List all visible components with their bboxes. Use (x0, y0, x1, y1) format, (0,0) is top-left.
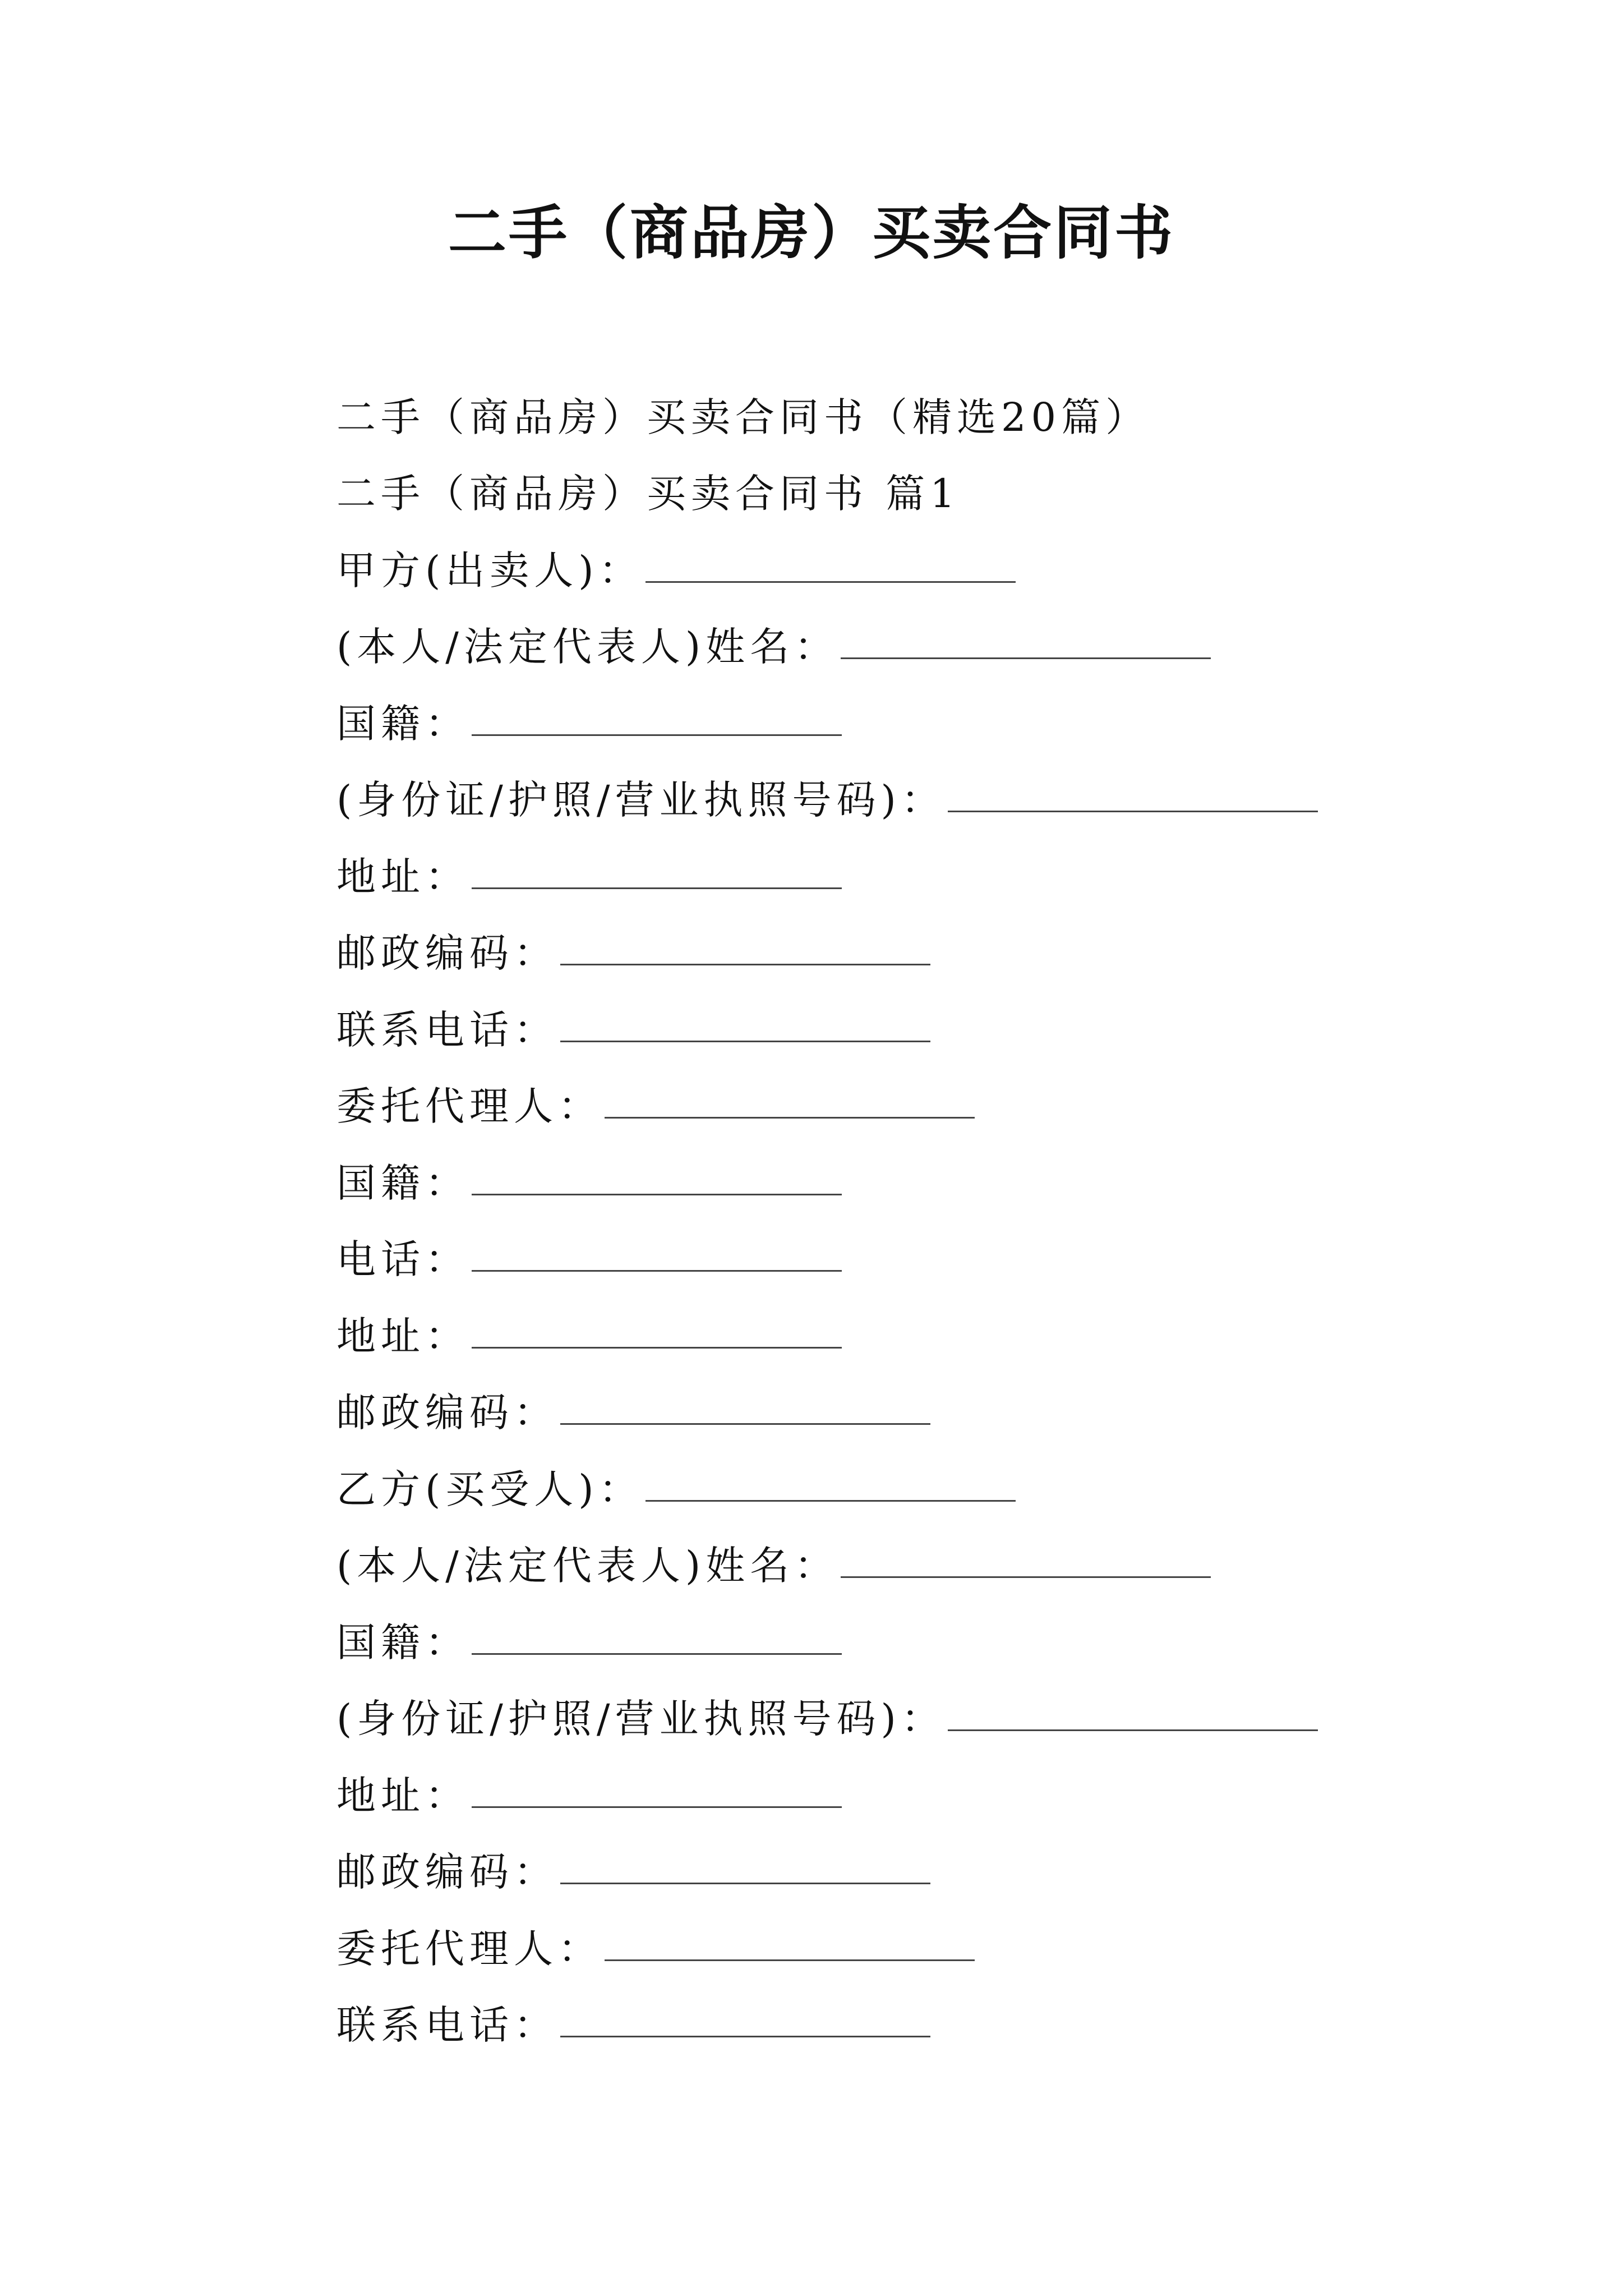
field-label: 联系电话： (336, 1006, 558, 1053)
field-label: 甲方(出卖人)： (336, 547, 643, 593)
field-label: 委托代理人： (336, 1083, 602, 1130)
fill-in-blank (841, 628, 1211, 659)
form-field-line (336, 912, 1458, 989)
field-label: 地址： (336, 1313, 469, 1359)
fill-in-blank (645, 1471, 1016, 1502)
fill-in-blank (560, 1011, 930, 1042)
form-field-line (336, 1525, 1458, 1602)
fill-in-blank (841, 1547, 1211, 1578)
form-field-line (336, 1448, 1458, 1525)
fill-in-blank (472, 1241, 842, 1272)
field-label: (本人/法定代表人)姓名： (336, 624, 839, 670)
form-field-line (336, 1984, 1458, 2061)
fill-in-blank (472, 1777, 842, 1808)
form-field-line (336, 1218, 1458, 1295)
heading-line (336, 453, 1458, 530)
form-field-line (336, 1754, 1458, 1831)
fill-in-blank (472, 1318, 842, 1349)
field-label: 国籍： (336, 700, 469, 747)
field-label: (身份证/护照/营业执照号码)： (336, 777, 946, 823)
form-field-line (336, 529, 1458, 606)
fill-in-blank (560, 1853, 930, 1884)
field-label: 国籍： (336, 1619, 469, 1665)
field-label: 地址： (336, 853, 469, 900)
form-field-line (336, 682, 1458, 759)
heading-text: 二手（商品房）买卖合同书（精选20篇） (336, 394, 1150, 440)
field-label: 委托代理人： (336, 1925, 602, 1972)
field-label: 邮政编码： (336, 930, 558, 977)
form-field-line (336, 606, 1458, 683)
field-label: (本人/法定代表人)姓名： (336, 1543, 839, 1589)
form-field-line (336, 1142, 1458, 1218)
fill-in-blank (605, 1088, 975, 1119)
form-field-line (336, 835, 1458, 912)
form-field-line (336, 1601, 1458, 1678)
fill-in-blank (472, 1624, 842, 1655)
field-label: 邮政编码： (336, 1389, 558, 1436)
document-title: 二手（商品房）买卖合同书 (448, 198, 1175, 267)
form-field-line (336, 1907, 1458, 1984)
fill-in-blank (645, 552, 1016, 583)
fill-in-blank (472, 1165, 842, 1195)
field-label: 乙方(买受人)： (336, 1466, 643, 1512)
fill-in-blank (948, 781, 1318, 812)
fill-in-blank (948, 1700, 1318, 1731)
form-field-line (336, 1065, 1458, 1142)
field-label: 电话： (336, 1236, 469, 1283)
field-label: 联系电话： (336, 2002, 558, 2049)
form-field-line (336, 759, 1458, 836)
fill-in-blank (472, 858, 842, 889)
fill-in-blank (472, 705, 842, 736)
field-label: 地址： (336, 1772, 469, 1819)
form-field-line (336, 1678, 1458, 1755)
field-label: 邮政编码： (336, 1849, 558, 1895)
field-label: 国籍： (336, 1159, 469, 1206)
document-body (336, 376, 1458, 2060)
form-field-line (336, 1372, 1458, 1448)
heading-text: 二手（商品房）买卖合同书 篇1 (336, 471, 960, 517)
form-field-line (336, 1295, 1458, 1372)
form-field-line (336, 988, 1458, 1065)
form-field-line (336, 1831, 1458, 1908)
fill-in-blank (560, 1394, 930, 1425)
heading-line (336, 376, 1458, 453)
fill-in-blank (560, 935, 930, 965)
fill-in-blank (560, 2007, 930, 2037)
field-label: (身份证/护照/营业执照号码)： (336, 1696, 946, 1742)
fill-in-blank (605, 1930, 975, 1961)
